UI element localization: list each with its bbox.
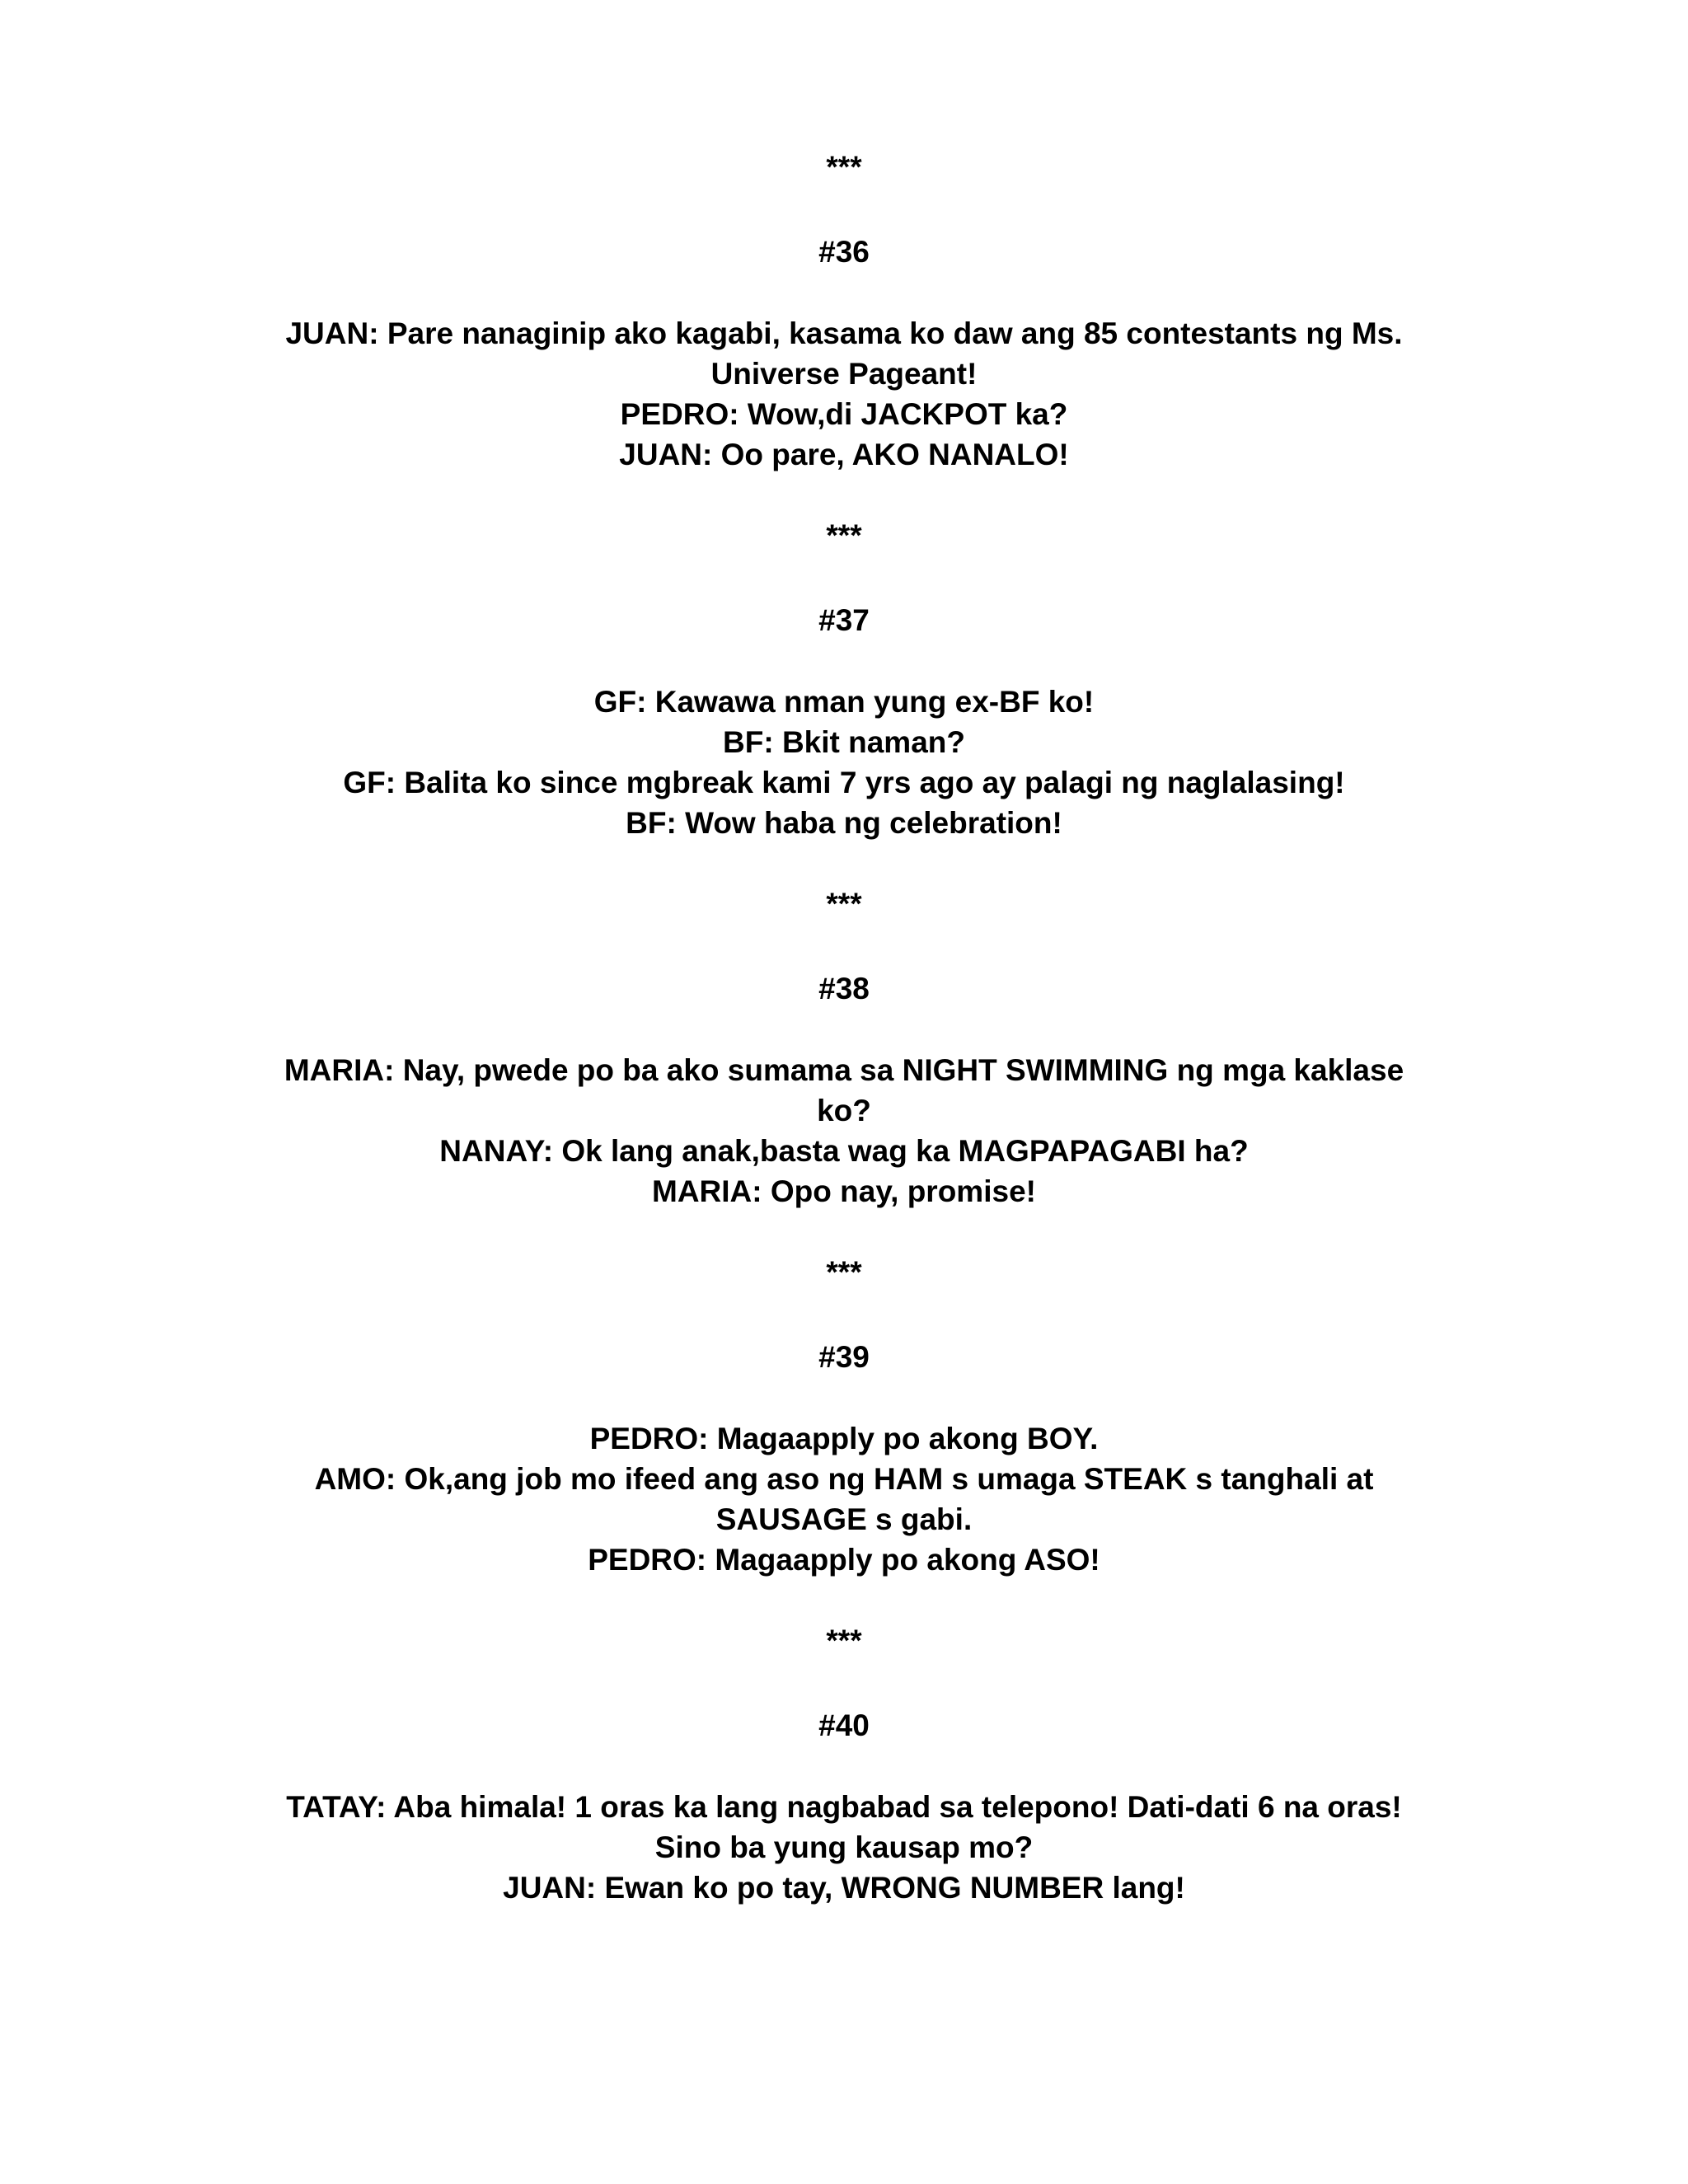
joke-text	[272, 682, 1416, 843]
joke-37	[272, 515, 1416, 843]
joke-number: #38	[818, 972, 870, 1005]
joke-38	[272, 883, 1416, 1212]
dialogue-line: BF: Bkit naman?	[723, 725, 965, 759]
joke-39	[272, 1252, 1416, 1580]
dialogue-line: GF: Kawawa nman yung ex-BF ko!	[593, 685, 1095, 719]
dialogue-line: BF: Wow haba ng celebration!	[626, 806, 1062, 840]
joke-36	[272, 147, 1416, 475]
separator: ***	[826, 1624, 862, 1657]
dialogue-line: MARIA: Opo nay, promise!	[652, 1174, 1036, 1208]
joke-text	[272, 313, 1416, 475]
joke-number: #37	[818, 603, 870, 637]
separator: ***	[826, 518, 862, 552]
dialogue-line: JUAN: Pare nanaginip ako kagabi, kasama ko daw ang 85 contestants ng Ms. Universe Pageant!	[285, 316, 1403, 391]
joke-number: #36	[818, 235, 870, 269]
dialogue-line: TATAY: Aba himala! 1 oras ka lang nagbabad sa telepono! Dati-dati 6 na oras! Sino ba yung kausap mo?	[286, 1790, 1402, 1864]
joke-text	[272, 1050, 1416, 1212]
dialogue-line: PEDRO: Magaapply po akong ASO!	[588, 1543, 1100, 1577]
dialogue-line: JUAN: Oo pare, AKO NANALO!	[619, 438, 1069, 471]
dialogue-line: PEDRO: Wow,di JACKPOT ka?	[620, 397, 1068, 431]
joke-40	[272, 1620, 1416, 1908]
dialogue-line: AMO: Ok,ang job mo ifeed ang aso ng HAM s umaga STEAK s tanghali at SAUSAGE s gabi.	[314, 1462, 1374, 1536]
separator: ***	[826, 150, 862, 184]
joke-text	[272, 1418, 1416, 1580]
dialogue-line: PEDRO: Magaapply po akong BOY.	[589, 1422, 1099, 1455]
separator: ***	[826, 1255, 862, 1289]
jokes-content	[272, 147, 1416, 1948]
joke-number: #40	[818, 1708, 870, 1742]
separator: ***	[826, 887, 862, 921]
dialogue-line: MARIA: Nay, pwede po ba ako sumama sa NIGHT SWIMMING ng mga kaklase ko?	[284, 1053, 1404, 1127]
dialogue-line: NANAY: Ok lang anak,basta wag ka MAGPAPAGABI ha?	[439, 1134, 1249, 1168]
joke-number: #39	[818, 1340, 870, 1374]
dialogue-line: JUAN: Ewan ko po tay, WRONG NUMBER lang!	[503, 1871, 1185, 1905]
dialogue-line: GF: Balita ko since mgbreak kami 7 yrs ago ay palagi ng naglalasing!	[343, 766, 1345, 799]
joke-text	[272, 1787, 1416, 1908]
